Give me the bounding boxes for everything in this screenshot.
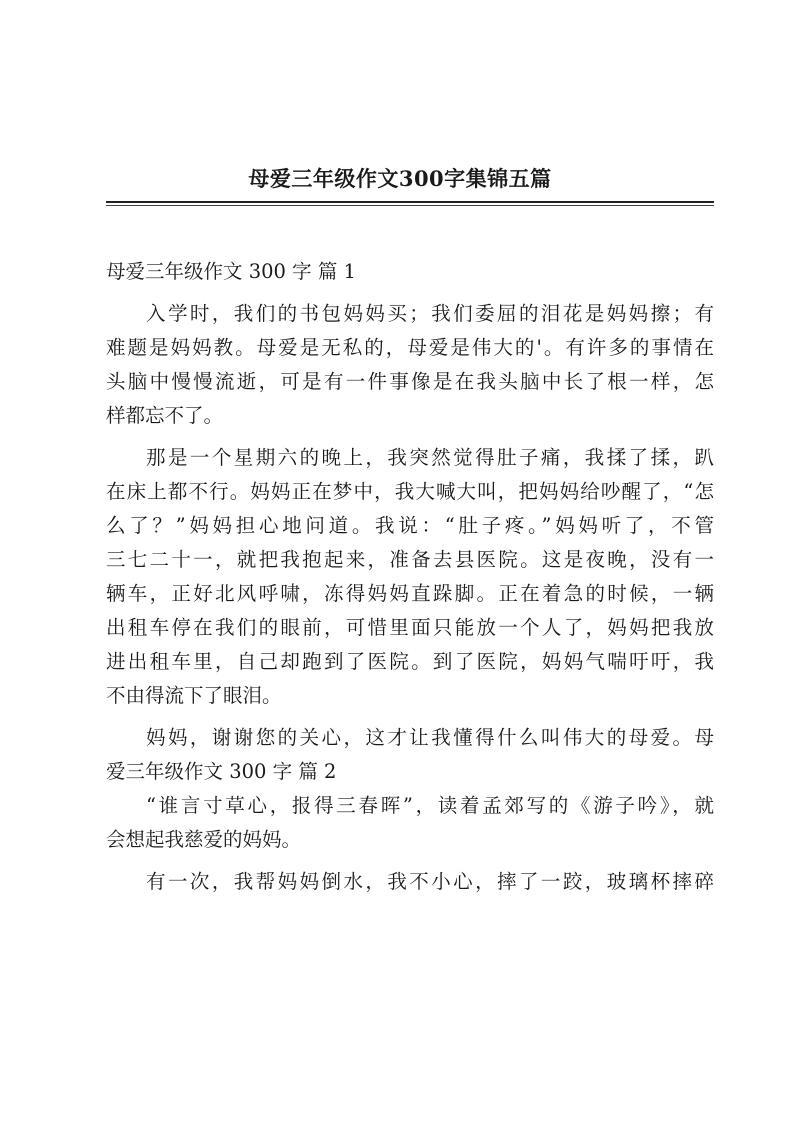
paragraph-line: 难题是妈妈教。母爱是无私的，母爱是伟大的'。有许多的事情在 (106, 336, 714, 359)
paragraph-line: 那是一个星期六的晚上，我突然觉得肚子痛，我揉了揉，趴 (146, 446, 714, 469)
paragraph-line: 出租车停在我们的眼前，可惜里面只能放一个人了，妈妈把我放 (106, 616, 714, 639)
paragraph-line: 在床上都不行。妈妈正在梦中，我大喊大叫，把妈妈给吵醒了，“怎 (106, 480, 714, 503)
paragraph-line: 入学时，我们的书包妈妈买；我们委屈的泪花是妈妈擦；有 (146, 302, 714, 325)
paragraph-line: 妈妈，谢谢您的关心，这才让我懂得什么叫伟大的母爱。母 (146, 726, 714, 749)
paragraph-line: 不由得流下了眼泪。 (106, 684, 282, 707)
paragraph-line: “谁言寸草心，报得三春晖”，读着孟郊写的《游子吟》，就 (146, 794, 714, 817)
paragraph-line: 有一次，我帮妈妈倒水，我不小心，摔了一跤，玻璃杯摔碎 (146, 870, 714, 893)
paragraph-line: 进出租车里，自己却跑到了医院。到了医院，妈妈气喘吁吁，我 (106, 650, 714, 673)
section-heading-2: 爱三年级作文 300 字 篇 2 (106, 760, 337, 783)
paragraph-line: 头脑中慢慢流逝，可是有一件事像是在我头脑中长了根一样，怎 (106, 370, 714, 393)
paragraph-line: 么了？”妈妈担心地问道。我说：“肚子疼。”妈妈听了，不管 (106, 514, 714, 537)
title-rule-thick (106, 201, 714, 203)
paragraph-line: 三七二十一，就把我抱起来，准备去县医院。这是夜晚，没有一 (106, 548, 714, 571)
paragraph-line: 样都忘不了。 (106, 404, 224, 427)
document-body (106, 255, 714, 899)
paragraph-line: 会想起我慈爱的妈妈。 (106, 828, 302, 851)
paragraph-line: 辆车，正好北风呼啸，冻得妈妈直跺脚。正在着急的时候，一辆 (106, 582, 714, 605)
document-title: 母爱三年级作文300字集锦五篇 (248, 166, 552, 191)
title-rule-thin (106, 205, 714, 206)
section-heading-1: 母爱三年级作文 300 字 篇 1 (106, 260, 356, 283)
